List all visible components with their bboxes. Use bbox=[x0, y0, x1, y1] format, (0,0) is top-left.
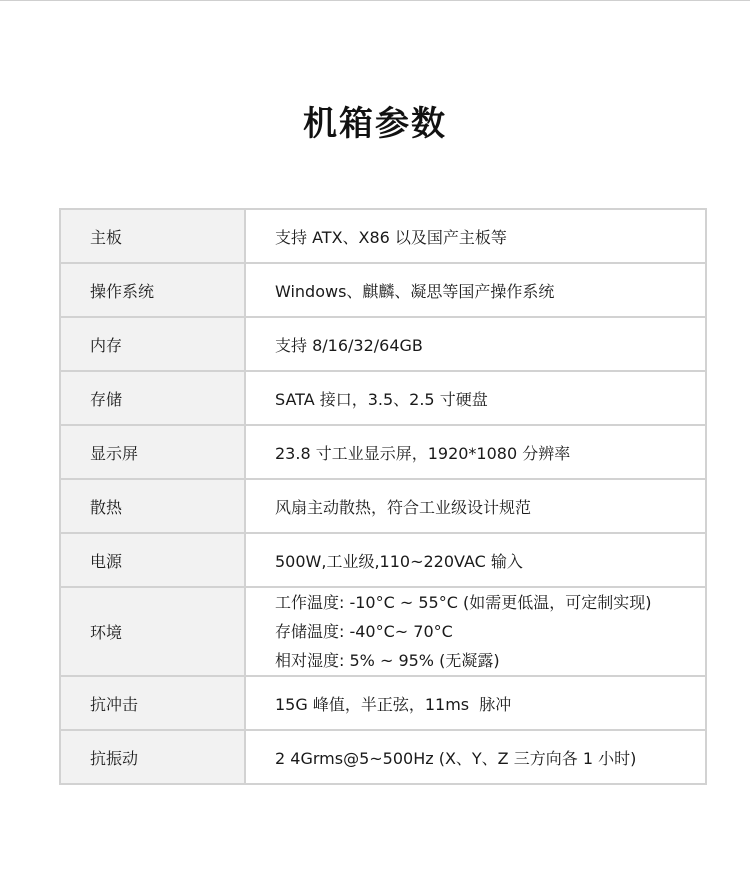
spec-row-storage bbox=[60, 371, 706, 425]
spec-value: 支持 ATX、X86 以及国产主板等 bbox=[245, 209, 706, 263]
spec-value-multiline bbox=[245, 587, 706, 676]
spec-label: 抗振动 bbox=[60, 730, 245, 784]
spec-row-cooling bbox=[60, 479, 706, 533]
spec-row-vibration bbox=[60, 730, 706, 784]
relative-humidity-line: 相对湿度: 5% ~ 95% (无凝露) bbox=[275, 651, 500, 670]
spec-label: 电源 bbox=[60, 533, 245, 587]
spec-label: 抗冲击 bbox=[60, 676, 245, 730]
spec-value: 风扇主动散热，符合工业级设计规范 bbox=[245, 479, 706, 533]
spec-row-environment bbox=[60, 587, 706, 676]
spec-row-memory bbox=[60, 317, 706, 371]
spec-value: SATA 接口，3.5、2.5 寸硬盘 bbox=[245, 371, 706, 425]
operating-temperature-line: 工作温度: -10°C ~ 55°C (如需更低温，可定制实现) bbox=[275, 593, 652, 612]
spec-label: 存储 bbox=[60, 371, 245, 425]
page-title: 机箱参数 bbox=[303, 104, 447, 144]
spec-row-shock bbox=[60, 676, 706, 730]
spec-value: Windows、麒麟、凝思等国产操作系统 bbox=[245, 263, 706, 317]
spec-row-os bbox=[60, 263, 706, 317]
spec-label: 环境 bbox=[60, 587, 245, 676]
spec-value: 2 4Grms@5~500Hz (X、Y、Z 三方向各 1 小时) bbox=[245, 730, 706, 784]
storage-temperature-line: 存储温度: -40°C~ 70°C bbox=[275, 622, 453, 641]
spec-value: 15G 峰值，半正弦，11ms 脉冲 bbox=[245, 676, 706, 730]
top-border-line bbox=[0, 0, 750, 1]
spec-value: 支持 8/16/32/64GB bbox=[245, 317, 706, 371]
spec-label: 散热 bbox=[60, 479, 245, 533]
spec-value: 23.8 寸工业显示屏，1920*1080 分辨率 bbox=[245, 425, 706, 479]
spec-row-power bbox=[60, 533, 706, 587]
spec-value: 500W,工业级,110~220VAC 输入 bbox=[245, 533, 706, 587]
spec-label: 操作系统 bbox=[60, 263, 245, 317]
spec-label: 显示屏 bbox=[60, 425, 245, 479]
spec-row-display bbox=[60, 425, 706, 479]
spec-label: 内存 bbox=[60, 317, 245, 371]
spec-table bbox=[59, 208, 707, 785]
spec-label: 主板 bbox=[60, 209, 245, 263]
spec-row-motherboard bbox=[60, 209, 706, 263]
